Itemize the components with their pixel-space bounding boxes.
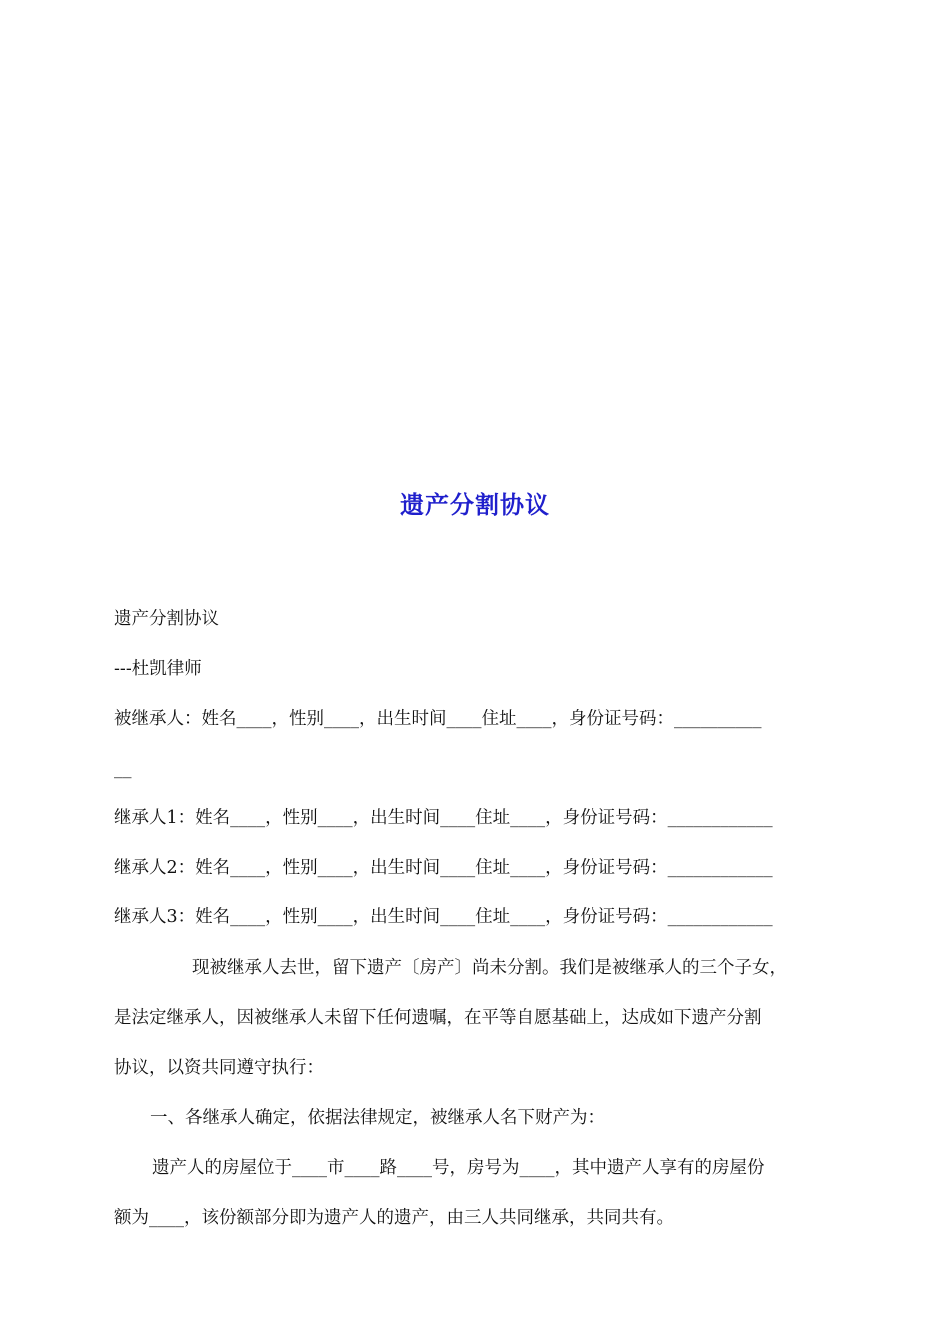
author-line: ---杜凯律师 [114,659,202,679]
paragraph-1-line-3: 协议，以资共同遵守执行： [114,1058,324,1078]
document-title: 遗产分割协议 [400,490,550,519]
decedent-info-line: 被继承人：姓名____，性别____，出生时间____住址____，身份证号码：__________ [114,709,762,729]
heir-3-info-line: 继承人3：姓名____，性别____，出生时间____住址____，身份证号码：____________ [114,907,773,927]
paragraph-1-line-2: 是法定继承人，因被继承人未留下任何遗嘱，在平等自愿基础上，达成如下遗产分割 [114,1008,762,1028]
paragraph-1-line-1: 现被继承人去世，留下遗产〔房产〕尚未分割。我们是被继承人的三个子女， [192,958,787,978]
heir-2-info-line: 继承人2：姓名____，性别____，出生时间____住址____，身份证号码：____________ [114,858,773,878]
heir-1-info-line: 继承人1：姓名____，性别____，出生时间____住址____，身份证号码：____________ [114,808,773,828]
decedent-info-line-continued: __ [114,759,132,779]
paragraph-2-line-1: 遗产人的房屋位于____市____路____号，房号为____，其中遗产人享有的房屋份 [152,1158,765,1178]
document-heading: 遗产分割协议 [114,609,219,629]
paragraph-2-line-2: 额为____，该份额部分即为遗产人的遗产，由三人共同继承，共同共有。 [114,1208,674,1228]
clause-1: 一、各继承人确定，依据法律规定，被继承人名下财产为： [150,1108,605,1128]
